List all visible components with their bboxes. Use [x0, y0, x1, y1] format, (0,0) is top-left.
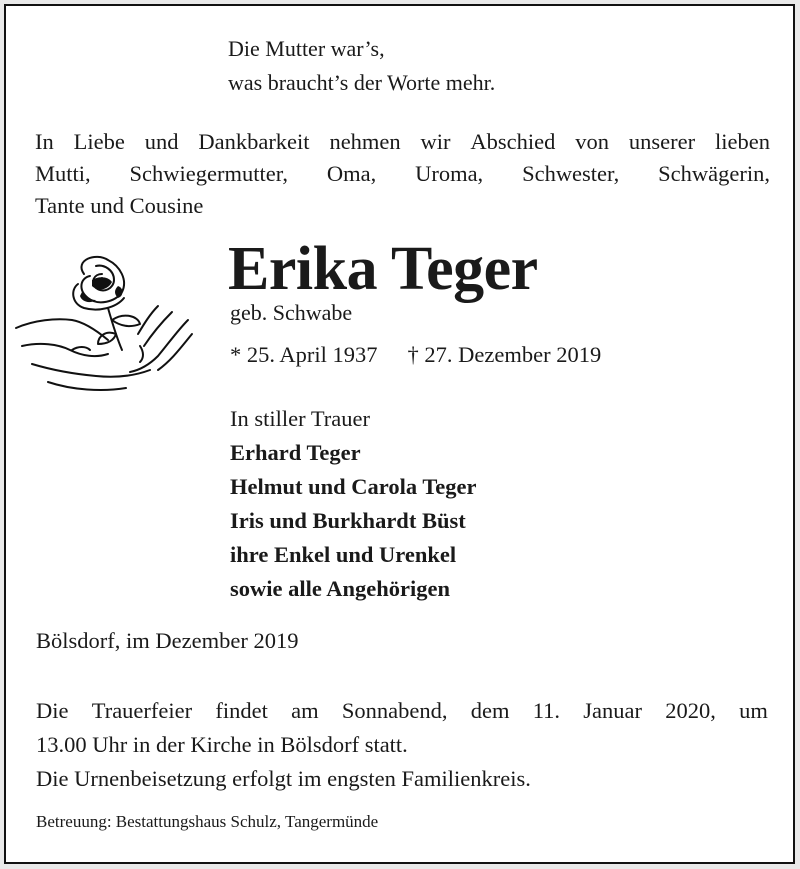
intro-word: Schwiegermutter, [129, 161, 288, 186]
motto-line-2: was braucht’s der Worte mehr. [228, 70, 496, 95]
intro-word: Abschied [470, 129, 556, 154]
intro-word: Schwester, [522, 161, 620, 186]
birth-name: geb. Schwabe [230, 300, 353, 325]
ceremony-word: 2020, [665, 698, 716, 723]
place-date: Bölsdorf, im Dezember 2019 [36, 628, 299, 653]
intro-word: und [144, 129, 179, 154]
intro-word: unserer [628, 129, 696, 154]
intro-word: lieben [715, 129, 770, 154]
ceremony-line-3: Die Urnenbeisetzung erfolgt im engsten Familienkreis. [36, 766, 531, 791]
ceremony-word: Januar [583, 698, 643, 723]
mourning-intro: In stiller Trauer [230, 406, 370, 431]
ceremony-word: Die [36, 698, 69, 723]
mourner-name: Helmut und Carola Teger [230, 474, 477, 499]
death-date: † 27. Dezember 2019 [407, 342, 602, 367]
intro-word: Dankbarkeit [198, 129, 310, 154]
ceremony-word: dem [470, 698, 510, 723]
intro-line-1 [35, 126, 770, 158]
intro-word: Oma, [326, 161, 377, 186]
ceremony-word: findet [215, 698, 268, 723]
rose-in-hands-icon [12, 250, 196, 406]
intro-word: Uroma, [415, 161, 484, 186]
intro-line-3: Tante und Cousine [35, 193, 204, 218]
intro-word: In [35, 129, 54, 154]
ceremony-word: 11. [532, 698, 561, 723]
ceremony-info [36, 694, 768, 796]
intro-word: von [575, 129, 610, 154]
birth-date: * 25. April 1937 [230, 342, 378, 367]
ceremony-word: Trauerfeier [91, 698, 193, 723]
mourner-name: sowie alle Angehörigen [230, 576, 450, 601]
mourner-name: Iris und Burkhardt Büst [230, 508, 466, 533]
ceremony-line-1 [36, 694, 768, 728]
ceremony-word: um [739, 698, 768, 723]
mourner-name: Erhard Teger [230, 440, 361, 465]
mourner-name: ihre Enkel und Urenkel [230, 542, 457, 567]
intro-word: Mutti, [35, 161, 91, 186]
intro-word: Schwägerin, [658, 161, 770, 186]
intro-line-2 [35, 158, 770, 190]
life-dates [230, 342, 601, 368]
funeral-home-credit: Betreuung: Bestattungshaus Schulz, Tangermünde [36, 812, 379, 831]
obituary-notice [4, 4, 795, 864]
ceremony-line-2: 13.00 Uhr in der Kirche in Bölsdorf statt. [36, 732, 408, 757]
intro-word: wir [420, 129, 451, 154]
intro-word: nehmen [329, 129, 401, 154]
motto-line-1: Die Mutter war’s, [228, 36, 385, 61]
deceased-name: Erika Teger [228, 235, 538, 303]
ceremony-word: Sonnabend, [341, 698, 448, 723]
intro-text [35, 126, 770, 222]
ceremony-word: am [291, 698, 319, 723]
intro-word: Liebe [73, 129, 125, 154]
